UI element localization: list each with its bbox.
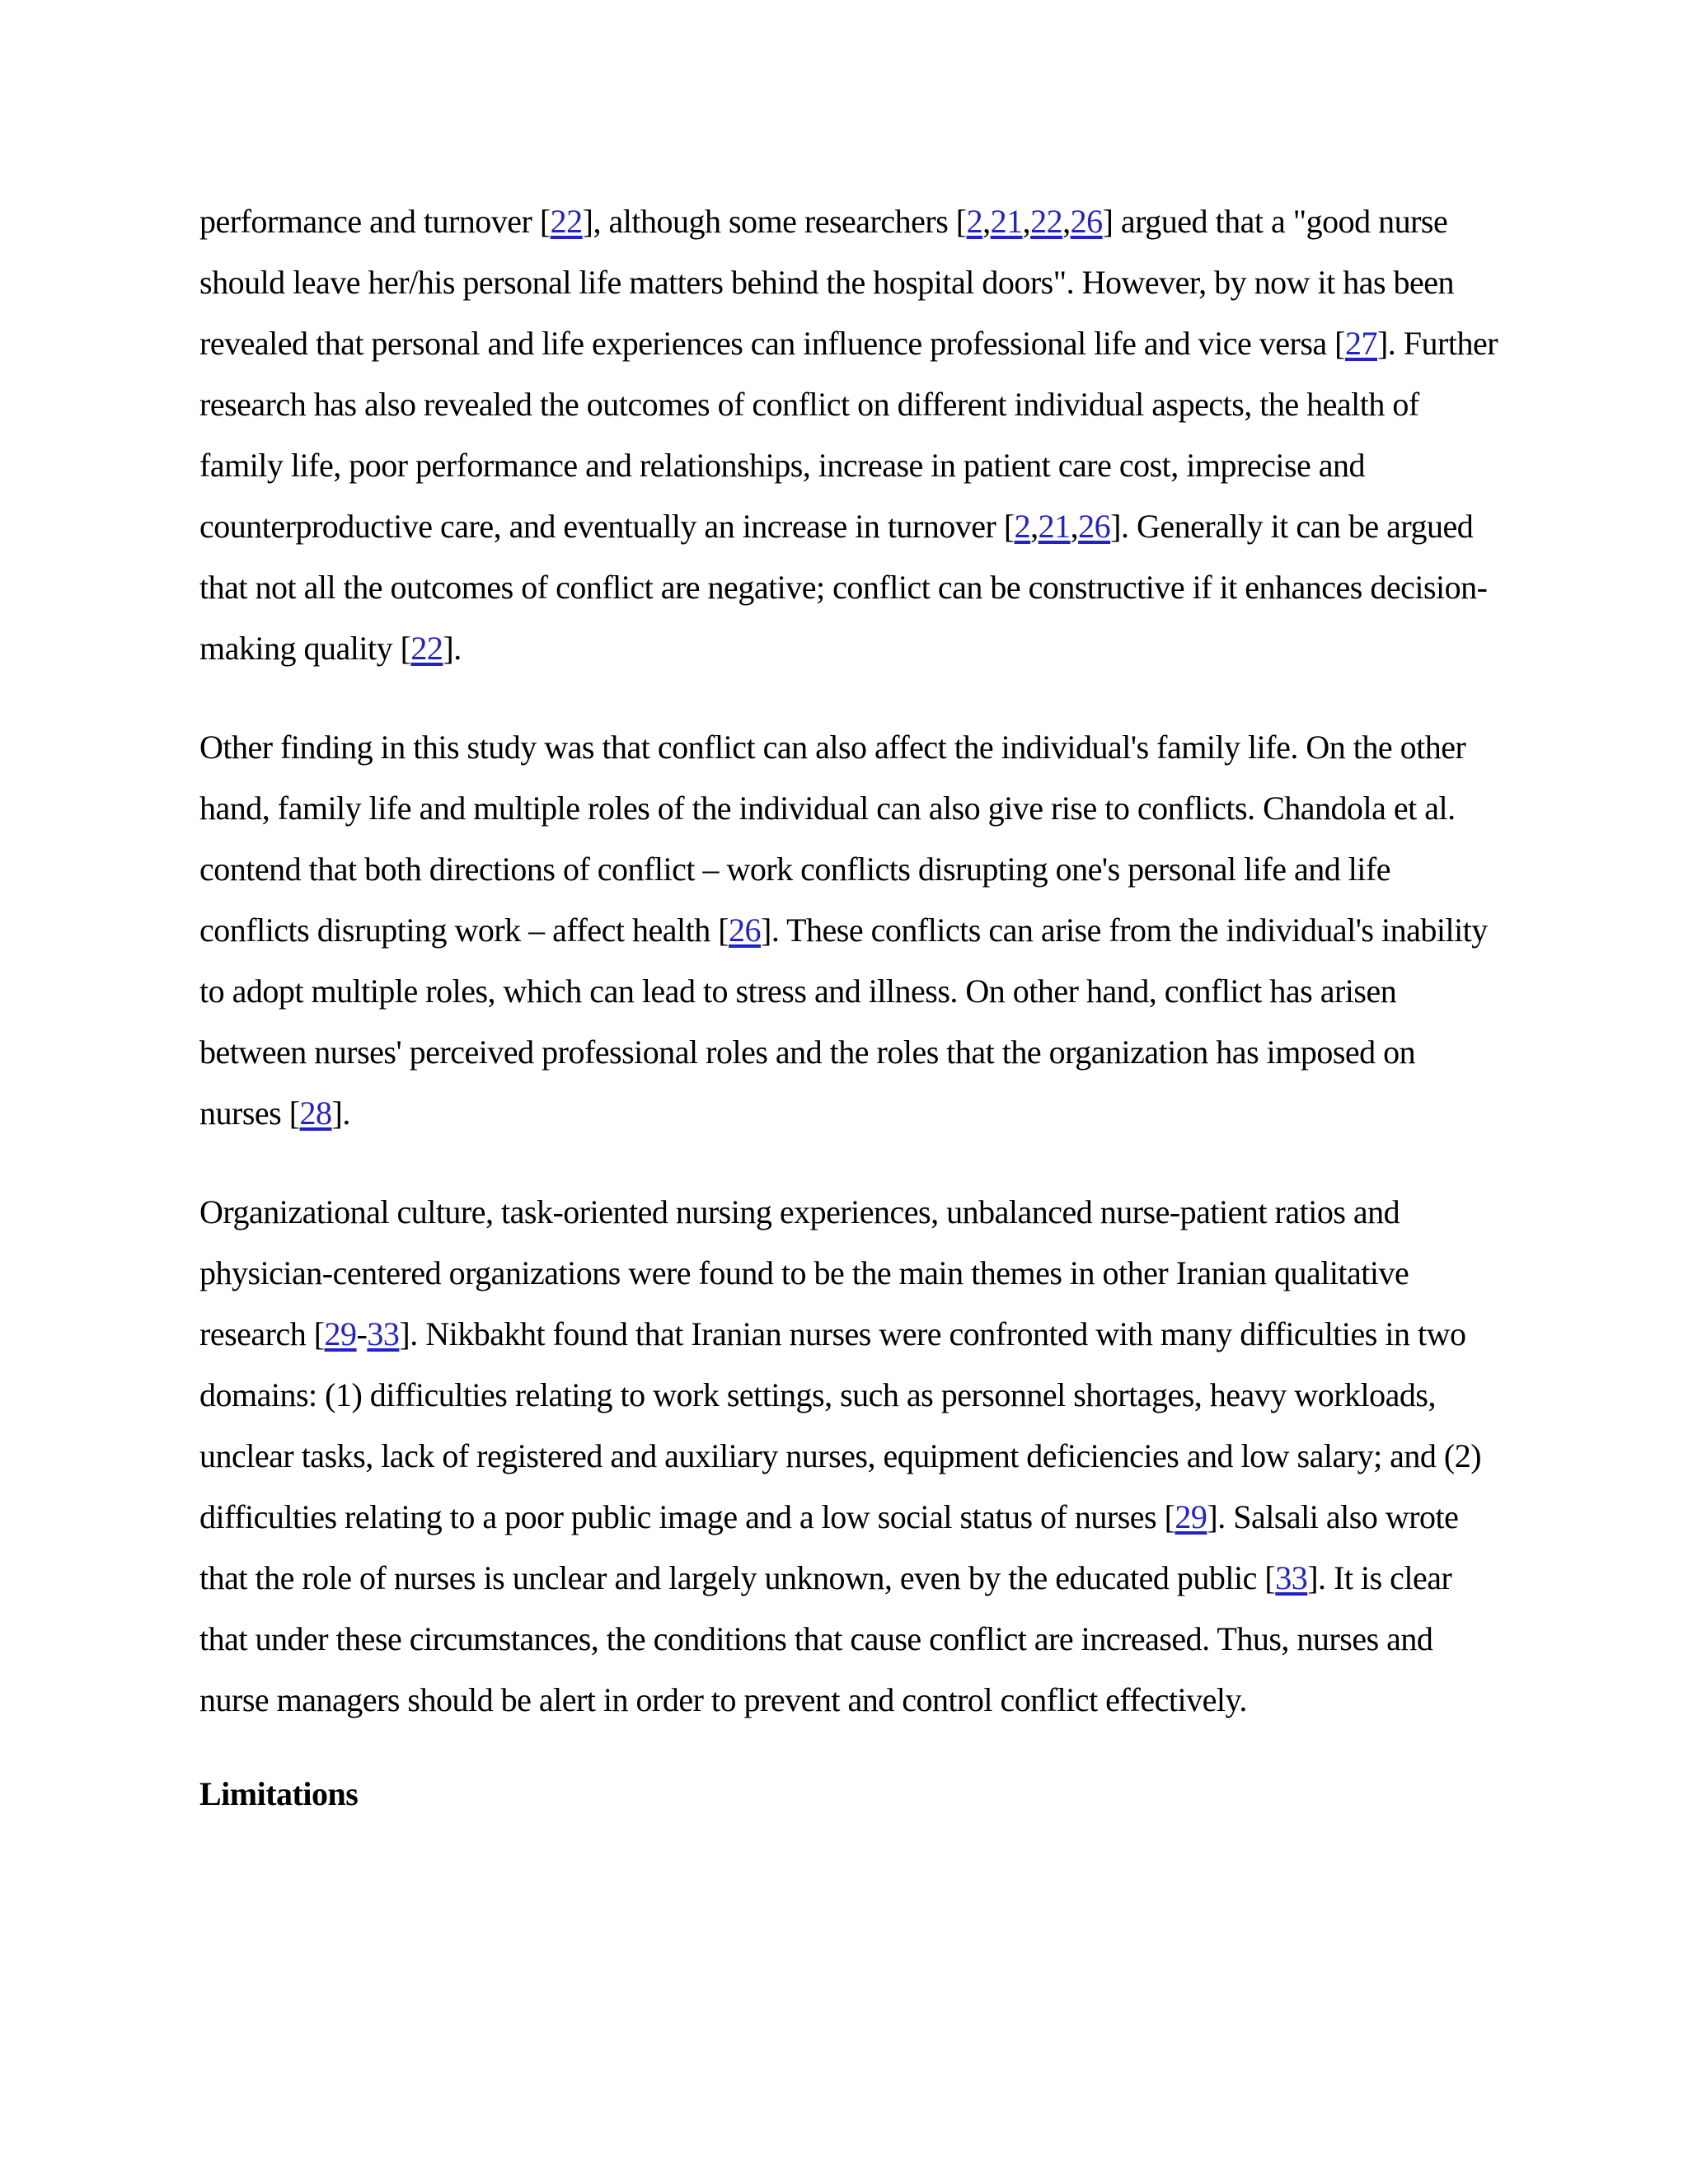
body-text xyxy=(199,191,1502,1731)
citation-link[interactable]: 22 xyxy=(1030,203,1063,240)
text-run: ], although some researchers [ xyxy=(582,203,967,240)
paragraph xyxy=(199,1182,1502,1731)
citation-link[interactable]: 21 xyxy=(1038,508,1071,545)
paragraph xyxy=(199,191,1502,679)
text-run: Organizational culture, task-oriented nursing experiences, unbalanced nurse-patient ratios and physician-centered organizations were found to be the main themes in other Iranian qualitative research [ xyxy=(199,1193,1409,1352)
text-run: ]. Generally it can be argued that not all the outcomes of conflict are negative; conflict can be constructive if it enhances decision-making quality [ xyxy=(199,508,1488,667)
text-run: , xyxy=(1022,203,1031,240)
text-run: - xyxy=(356,1315,368,1352)
text-run: ]. These conflicts can arise from the individual's inability to adopt multiple roles, which can lead to stress and illness. On other hand, conflict has arisen between nurses' perceived professional roles and the roles that the organization has imposed on nurses [ xyxy=(199,912,1488,1132)
text-run: ]. It is clear that under these circumstances, the conditions that cause conflict are increased. Thus, nurses and nurse managers should be alert in order to prevent and control conflict effectively. xyxy=(199,1559,1452,1718)
text-run: Other finding in this study was that conflict can also affect the individual's family life. On the other hand, family life and multiple roles of the individual can also give rise to conflicts. Chandola et al. contend that both directions of conflict – work conflicts disrupting one's personal life and life conflicts disrupting work – affect health [ xyxy=(199,729,1466,949)
citation-link[interactable]: 21 xyxy=(990,203,1023,240)
citation-link[interactable]: 2 xyxy=(966,203,983,240)
text-run: , xyxy=(982,203,991,240)
citation-link[interactable]: 26 xyxy=(1070,203,1103,240)
text-run: ]. xyxy=(331,1094,350,1132)
citation-link[interactable]: 26 xyxy=(729,912,762,949)
text-run: , xyxy=(1070,508,1079,545)
citation-link[interactable]: 29 xyxy=(1175,1498,1207,1535)
text-run: ]. Nikbakht found that Iranian nurses were confronted with many difficulties in two domains: (1) difficulties relating to work settings, such as personnel shortages, heavy workloads, unclear tasks, lack of registered and auxiliary nurses, equipment deficiencies and low salary; and (2) difficulties relating to a poor public image and a low social status of nurses [ xyxy=(199,1315,1482,1535)
text-run: ]. xyxy=(443,630,462,667)
paragraph xyxy=(199,717,1502,1144)
citation-link[interactable]: 22 xyxy=(410,630,443,667)
citation-link[interactable]: 29 xyxy=(324,1315,357,1352)
document-page xyxy=(199,191,1502,1825)
citation-link[interactable]: 33 xyxy=(367,1315,400,1352)
citation-link[interactable]: 2 xyxy=(1014,508,1031,545)
citation-link[interactable]: 33 xyxy=(1275,1559,1308,1596)
citation-link[interactable]: 22 xyxy=(550,203,583,240)
text-run: ] argued that a "good nurse should leave her/his personal life matters behind the hospital doors". However, by now it has been revealed that personal and life experiences can influence professional life and vice versa [ xyxy=(199,203,1455,362)
citation-link[interactable]: 28 xyxy=(299,1094,332,1132)
text-run: performance and turnover [ xyxy=(199,203,551,240)
section-heading-limitations: Limitations xyxy=(199,1775,359,1812)
text-run: ]. Salsali also wrote that the role of nurses is unclear and largely unknown, even by the educated public [ xyxy=(199,1498,1459,1596)
text-run: , xyxy=(1062,203,1071,240)
citation-link[interactable]: 26 xyxy=(1078,508,1111,545)
text-run: ]. Further research has also revealed the outcomes of conflict on different individual aspects, the health of family life, poor performance and relationships, increase in patient care cost, imprecise and counterproductive care, and eventually an increase in turnover [ xyxy=(199,325,1498,545)
text-run: , xyxy=(1030,508,1039,545)
citation-link[interactable]: 27 xyxy=(1344,325,1377,362)
